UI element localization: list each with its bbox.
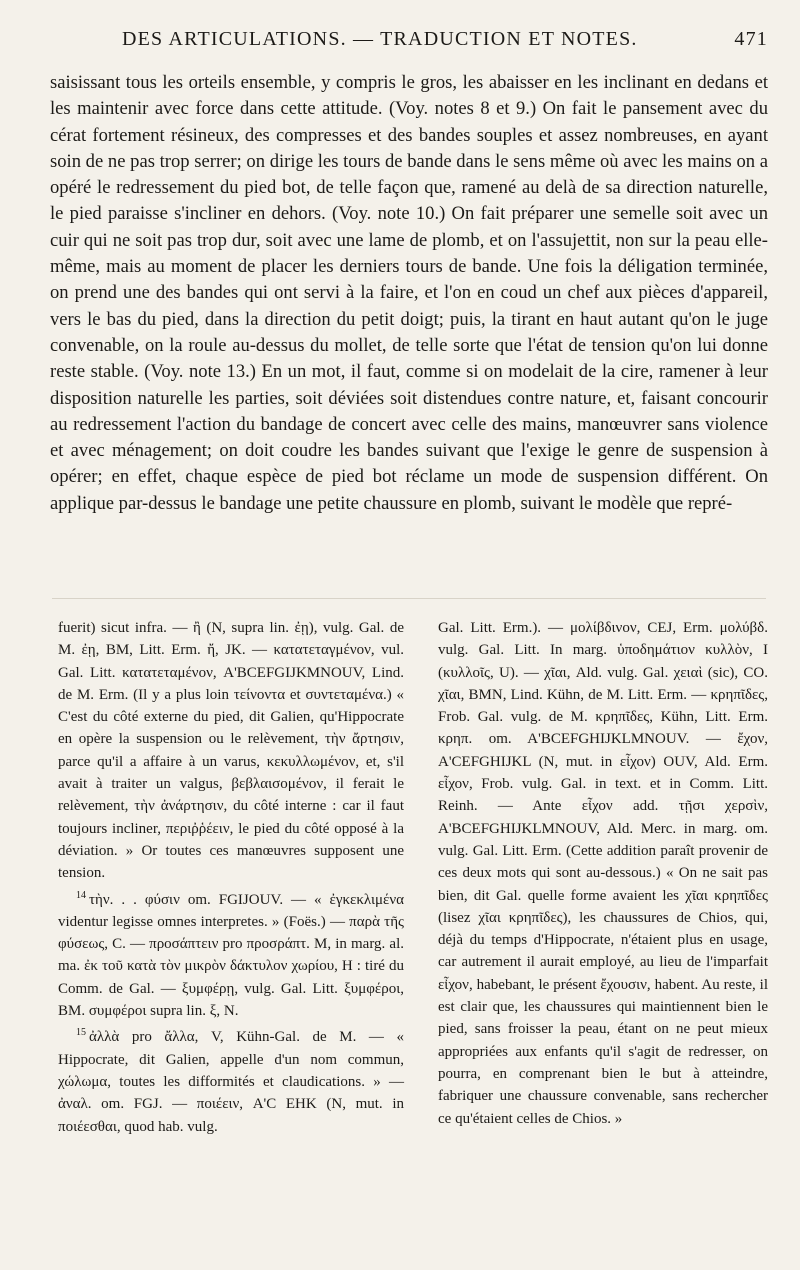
page-number: 471 — [734, 28, 768, 50]
note-number: 14 — [76, 889, 86, 901]
note-text: fuerit) sicut infra. — ἢ (N, supra lin. ἐῃ), vulg. Gal. de M. ἐῃ, BM, Litt. Erm. ἤ, JK. — κατατεταγμένον, vul. Gal. Litt. κατατεταμένον, A'BCEFGIJKMNOUV, Lind. de M. Erm. (Il y a plus loin τείνοντα et συντεταμένα.) « C'est du côté externe du pied, dit Galien, qu'Hippocrate en opère la suspension ou le relèvement, τὴν ἄρτησιν, parce qu'il a affaire à un varus, κεκυλλωμένον, et, s'il avait à traiter un valgus, βεβλαισομένον, il ferait le relèvement, τὴν ἀνάρτησιν, du côté interne : car il faut toujours incliner, περιῤῥέειν, le pied du côté opposé à la déviation. » Or toutes ces manœuvres supposent une tension. — [58, 620, 404, 882]
footnote-separator — [52, 598, 766, 599]
note-text: ἀλλὰ pro ἄλλα, V, Kühn-Gal. de M. — « Hippocrate, dit Galien, appelle d'un nom commun, χώλωμα, toutes les difformités et claudications. » — ἀναλ. om. FGJ. — ποιέειν, A'C EHK (N, mut. in ποιέεσθαι, quod hab. vulg. — [58, 1029, 404, 1135]
note-number: 15 — [76, 1027, 86, 1039]
notes-right-column — [438, 617, 768, 1130]
note-continuation — [438, 617, 768, 1130]
note-15 — [58, 1022, 404, 1137]
note-text: τὴν. . . φύσιν om. FGIJOUV. — « ἐγκεκλιμένα videntur legisse omnes interpretes. » (Foës.) — παρὰ τῆς φύσεως, C. — προσάπτειν pro προσράπτ. M, in marg. al. ma. ἐκ τοῦ κατὰ τὸν μικρὸν δάκτυλον χωρίου, H : tiré du Comm. de Gal. — ξυμφέρῃ, vulg. Gal. Litt. ξυμφέροι, BM. συμφέροι supra lin. ξ, N. — [58, 891, 404, 1020]
note-continuation — [58, 617, 404, 885]
running-title: DES ARTICULATIONS. — TRADUCTION ET NOTES. — [122, 28, 638, 50]
main-text: saisissant tous les orteils ensemble, y compris le gros, les abaisser en les inclinant en dedans et les maintenir avec force dans cette attitude. (Voy. notes 8 et 9.) On fait le pansement avec du cérat fortement résineux, des compresses et des bandes souples et assez nombreuses, en ayant soin de ne pas trop serrer; on dirige les tours de bande dans le sens même où avec les mains on a opéré le redressement du pied bot, de telle façon que, ramené au delà de sa direction naturelle, le pied paraisse s'incliner en dehors. (Voy. note 10.) On fait préparer une semelle soit avec un cuir qui ne soit pas trop dur, soit avec une lame de plomb, et on l'assujettit, non sur la peau elle-même, mais au moment de placer les derniers tours de bande. Une fois la déligation terminée, on prend une des bandes qui ont servi à la faire, et l'on en coud un chef aux pièces d'appareil, vers le bas du pied, dans la direction du petit doigt; puis, la tirant en haut autant qu'on le juge convenable, on la roule au-dessus du mollet, de telle sorte que l'état de tension qu'on lui donne reste stable. (Voy. note 13.) En un mot, il faut, comme si on modelait de la cire, ramener à leur disposition naturelle les parties, soit déviées soit distendues contre nature, et, faisant concourir au redressement l'action du bandage de concert avec celle des mains, manœuvrer sans violence et avec ménagement; on doit coudre les bandes suivant que l'exige le genre de suspension à opérer; en effet, chaque espèce de pied bot réclame un mode de suspension différent. On applique par-dessus le bandage une petite chaussure en plomb, suivant le modèle que repré- — [50, 72, 768, 514]
notes-left-column — [58, 617, 404, 1138]
running-head — [52, 28, 772, 58]
note-text: Gal. Litt. Erm.). — μολίβδινον, CEJ, Erm. μολύβδ. vulg. Gal. Litt. In marg. ὑποδημάτιον κυλλὸν, I (κυλλοῖς, U). — χῖαι, Ald. vulg. Gal. χειαὶ (sic), CO. χῖαι, BMN, Lind. Kühn, de M. Litt. Erm. — κρηπῖδες, Frob. Gal. vulg. de M. κρηπῖδες, Kühn, Litt. Erm. κρηπ. om. A'BCEFGHIJKLMNOUV. — ἔχον, A'CEFGHIJKL (N, mut. in εἶχον) OUV, Ald. Erm. εἶχον, Frob. vulg. Gal. in text. et in Comm. Litt. Reinh. — Ante εἶχον add. τῇσι χερσὶν, A'BCEFGHIJKLMNOUV, Ald. Merc. in marg. om. vulg. Gal. Litt. Erm. (Cette addition paraît provenir de ces deux mots qui sont au-dessous.) « On ne sait pas bien, dit Gal. quelle forme avaient les χῖαι κρηπῖδες (lisez χῖαι κρηπῖδες), les chaussures de Chios, qui, déjà du temps d'Hippocrate, n'étaient plus en usage, car autrement il aurait employé, au lieu de l'imparfait εἶχον, habebant, le présent ἔχουσιν, habent. Au reste, il est clair que, les chaussures qui maintiennent bien le pied, sans froisser la peau, étant on ne peut mieux appropriées aux enfants qu'il s'agit de redresser, on pourra, en comprenant bien le but à atteindre, fabriquer une chaussure convenable, sans rechercher ce qu'étaient celles de Chios. » — [438, 620, 768, 1127]
note-14 — [58, 885, 404, 1023]
